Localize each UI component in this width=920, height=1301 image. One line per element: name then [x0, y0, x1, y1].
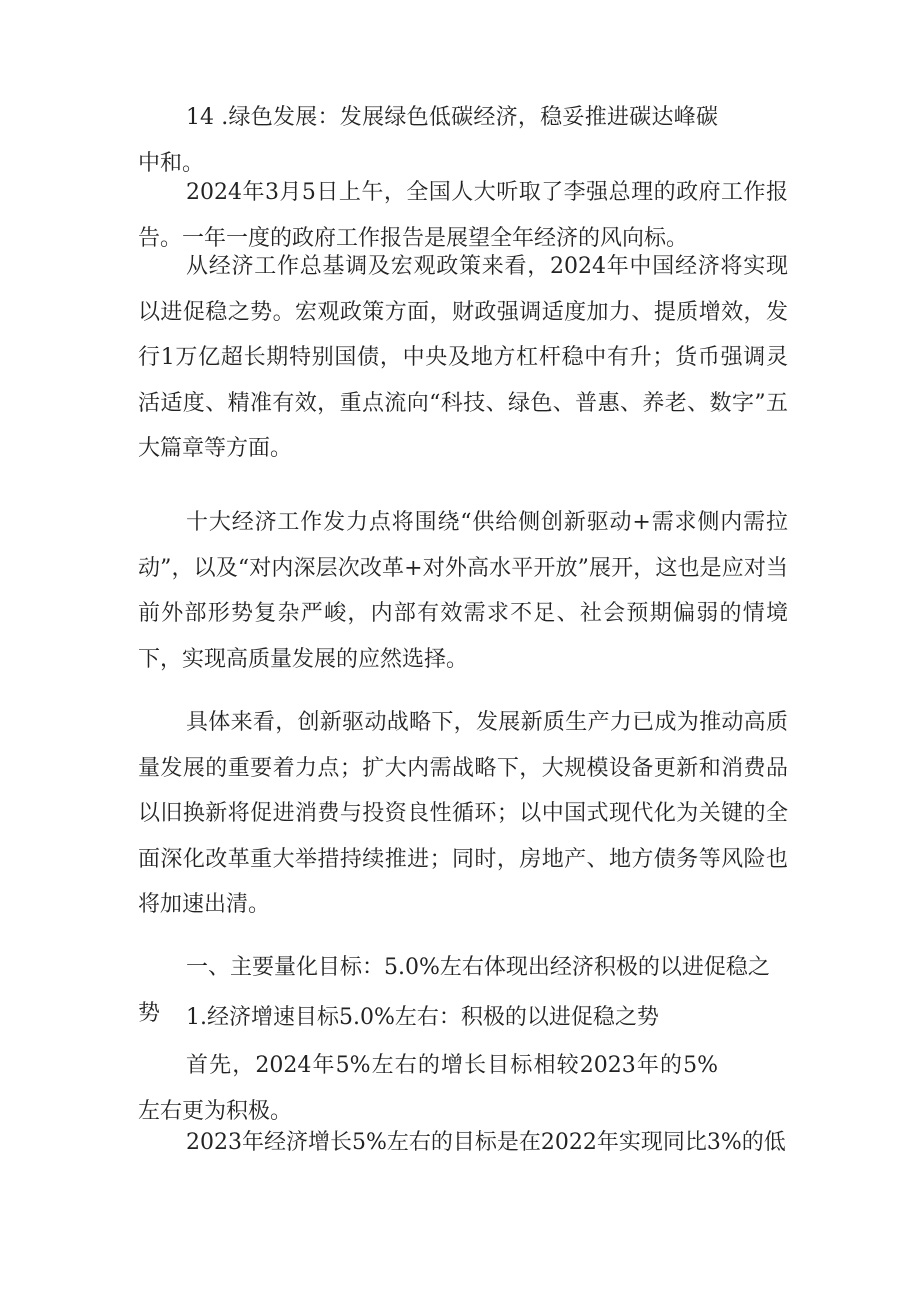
paragraph-macro-policy: 从经济工作总基调及宏观政策来看，2024年中国经济将实现以进促稳之势。宏观政策方面，财政强调适度加力、提质增效，发行1万亿超长期特别国债，中央及地方杠杆稳中有升；货币强调灵活适度、精准有效，重点流向“科技、绿色、普惠、养老、数字”五大篇章等方面。 [138, 254, 788, 461]
paragraph-ten-focus-points: 十大经济工作发力点将围绕“供给侧创新驱动+需求侧内需拉动”，以及“对内深层次改革+对外高水平开放”展开，这也是应对当前外部形势复杂严峻，内部有效需求不足、社会预期偏弱的情境下，实现高质量发展的应然选择。 [138, 510, 788, 672]
paragraph-government-report: 2024年3月5日上午，全国人大听取了李强总理的政府工作报告。一年一度的政府工作报告是展望全年经济的风向标。 [138, 180, 788, 251]
subsection-heading-growth-target: 1.经济增速目标5.0%左右：积极的以进促稳之势 [186, 1005, 659, 1030]
paragraph-green-development: 14 .绿色发展：发展绿色低碳经济，稳妥推进碳达峰碳中和。 [138, 105, 718, 176]
section-heading-quantitative-targets: 一、主要量化目标：5.0%左右体现出经济积极的以进促稳之势 [138, 955, 770, 1026]
paragraph-2023-target: 2023年经济增长5%左右的目标是在2022年实现同比3%的低 [186, 1130, 786, 1155]
paragraph-first-point: 首先，2024年5%左右的增长目标相较2023年的5%左右更为积极。 [138, 1053, 718, 1124]
paragraph-specifics: 具体来看，创新驱动战略下，发展新质生产力已成为推动高质量发展的重要着力点；扩大内需战略下，大规模设备更新和消费品以旧换新将促进消费与投资良性循环；以中国式现代化为关键的全面深化改革重大举措持续推进；同时，房地产、地方债务等风险也将加速出清。 [138, 710, 788, 917]
